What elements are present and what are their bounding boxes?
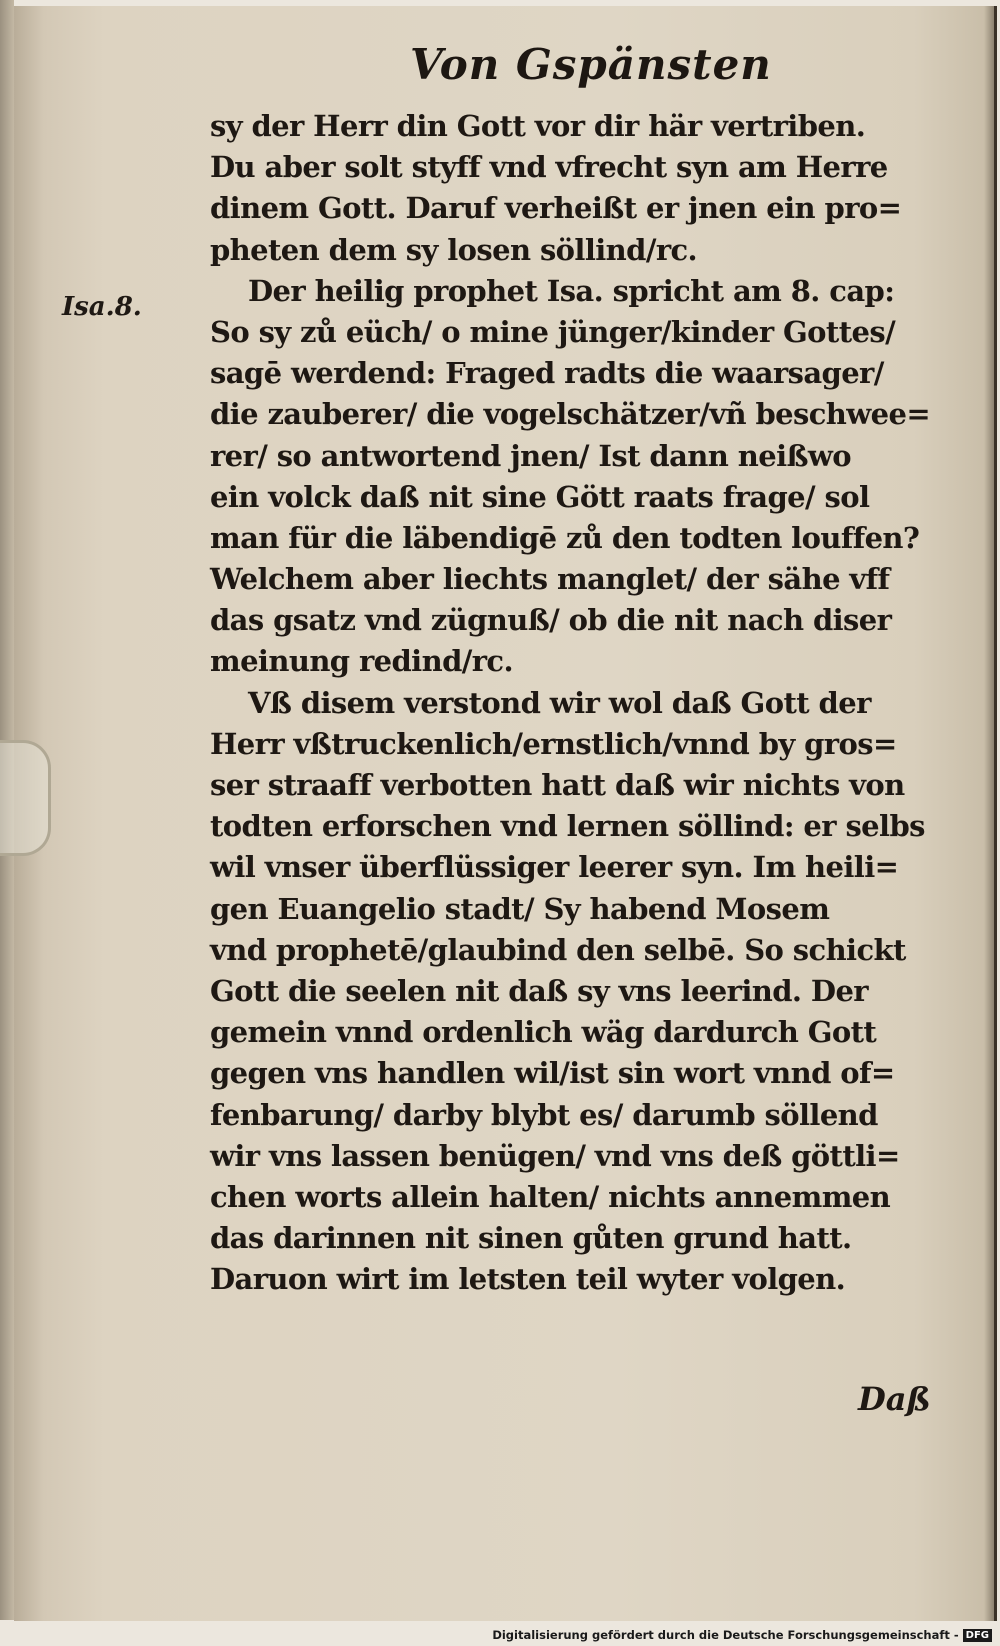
text-line: gegen vns handlen wil/ist sin wort vnnd of= (210, 1056, 895, 1091)
text-line: So sy zů eüch/ o mine jünger/kinder Gottes/ (210, 314, 896, 349)
text-line: das gsatz vnd zügnuß/ ob die nit nach diser (210, 603, 892, 638)
body-text (210, 106, 950, 1300)
running-head: Von Gspänsten (410, 40, 772, 89)
text-line: todten erforschen vnd lernen söllind: er selbs (210, 809, 925, 844)
text-line: chen worts allein halten/ nichts annemmen (210, 1179, 891, 1214)
credit-text: Digitalisierung gefördert durch die Deutsche Forschungsgemeinschaft - (492, 1628, 959, 1642)
text-line: meinung redind/rc. (210, 644, 513, 679)
text-line: Welchem aber liechts manglet/ der sähe vff (210, 562, 890, 597)
text-line: Vß disem verstond wir wol daß Gott der (248, 685, 871, 720)
text-line: ser straaff verbotten hatt daß wir nichts von (210, 768, 905, 802)
text-line: Daruon wirt im letsten teil wyter volgen. (210, 1262, 846, 1297)
text-line: das darinnen nit sinen gůten grund hatt. (210, 1221, 852, 1256)
text-line: sagē werdend: Fraged radts die waarsager/ (210, 356, 884, 391)
dfg-logo: DFG (963, 1629, 992, 1642)
text-line: sy der Herr din Gott vor dir här vertriben. (210, 109, 866, 143)
text-line: dinem Gott. Daruf verheißt er jnen ein pro= (210, 191, 902, 226)
text-line: wir vns lassen benügen/ vnd vns deß göttli= (210, 1138, 900, 1173)
text-line: die zauberer/ die vogelschätzer/vñ beschwee= (210, 397, 931, 432)
text-line: Gott die seelen nit daß sy vns leerind. Der (210, 973, 868, 1008)
text-line: fenbarung/ darby blybt es/ darumb söllend (210, 1097, 878, 1132)
text-line: pheten dem sy losen söllind/rc. (210, 232, 698, 267)
text-line: Der heilig prophet Isa. spricht am 8. cap: (248, 273, 895, 308)
text-line: gemein vnnd ordenlich wäg dardurch Gott (210, 1015, 877, 1050)
page-clip-marker (0, 740, 51, 856)
text-line: Herr vßtruckenlich/ernstlich/vnnd by gros= (210, 726, 897, 761)
text-line: vnd prophetē/glaubind den selbē. So schickt (210, 932, 906, 967)
text-line: Du aber solt styff vnd vfrecht syn am Herre (210, 150, 888, 185)
text-line: rer/ so antwortend jnen/ Ist dann neißwo (210, 438, 852, 473)
text-line: gen Euangelio stadt/ Sy habend Mosem (210, 891, 830, 926)
catchword: Daß (858, 1380, 931, 1418)
text-line: ein volck daß nit sine Gött raats frage/ sol (210, 479, 870, 514)
marginal-note: Isa.8. (62, 292, 142, 322)
text-line: wil vnser überflüssiger leerer syn. Im heili= (210, 850, 899, 885)
digitization-credit (492, 1628, 992, 1642)
text-line: man für die läbendigē zů den todten louffen? (210, 520, 920, 555)
